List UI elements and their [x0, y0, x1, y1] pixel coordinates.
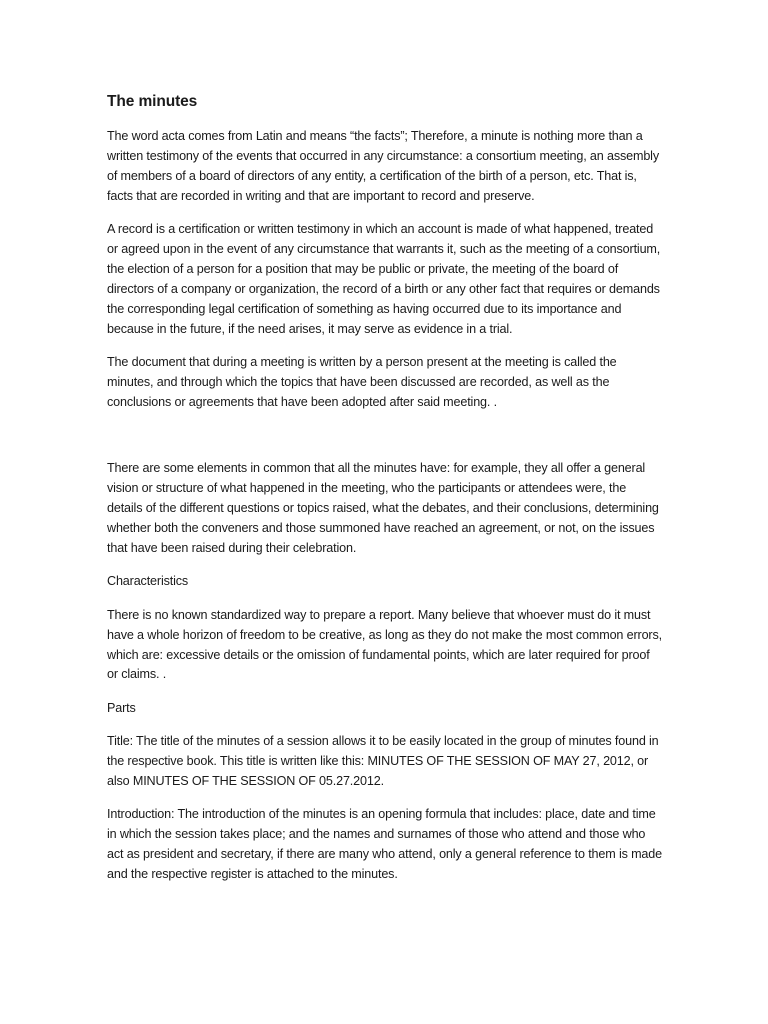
- paragraph-common-elements: There are some elements in common that all the minutes have: for example, they all offer a general vision or structure of what happened in the meeting, who the participants or attendees were, the details of the different questions or topics raised, what the debates, and their conclusions, determining whether both the conveners and those summoned have reached an agreement, or not, on the issues that have been raised during their celebration.: [107, 461, 659, 555]
- blank-space: [107, 426, 663, 459]
- paragraph-definition: The word acta comes from Latin and means “the facts”; Therefore, a minute is nothing more than a written testimony of the events that occurred in any circumstance: a consortium meeting, an assembly of members of a board of directors of any entity, a certification of the birth of a person, etc. That is, facts that are recorded in writing and that are important to record and preserve.: [107, 129, 659, 203]
- paragraph-title-part: Title: The title of the minutes of a session allows it to be easily located in the group of minutes found in the respective book. This title is written like this: MINUTES OF THE SESSION OF MAY 27, 2012, or also MINUTES OF THE SESSION OF 05.27.2012.: [107, 734, 659, 789]
- paragraph-meeting-document: The document that during a meeting is written by a person present at the meeting is called the minutes, and through which the topics that have been discussed are recorded, as well as the conclusions or agreements that have been adopted after said meeting. .: [107, 355, 617, 409]
- section-heading-characteristics: Characteristics: [107, 574, 189, 589]
- section-heading-parts: Parts: [107, 700, 136, 715]
- document-page: [107, 92, 663, 899]
- paragraph-introduction-part: Introduction: The introduction of the minutes is an opening formula that includes: place, date and time in which the session takes place; and the names and surnames of those who attend and those who act as president and secretary, if there are many who attend, only a general reference to them is made and the respective register is attached to the minutes.: [107, 807, 662, 882]
- paragraph-record: A record is a certification or written testimony in which an account is made of what happened, treated or agreed upon in the event of any circumstance that warrants it, such as the meeting of a consortium, the election of a person for a position that may be public or private, the meeting of the board of directors of a company or organization, the record of a birth or any other fact that requires or demands the corresponding legal certification of something as having occurred due to its importance and because in the future, if the need arises, it may serve as evidence in a trial.: [107, 222, 661, 336]
- paragraph-characteristics: There is no known standardized way to prepare a report. Many believe that whoever must do it must have a whole horizon of freedom to be creative, as long as they do not make the most common errors, which are: excessive details or the omission of fundamental points, which are later required for proof or claims. .: [107, 607, 662, 682]
- document-title: The minutes: [107, 93, 198, 110]
